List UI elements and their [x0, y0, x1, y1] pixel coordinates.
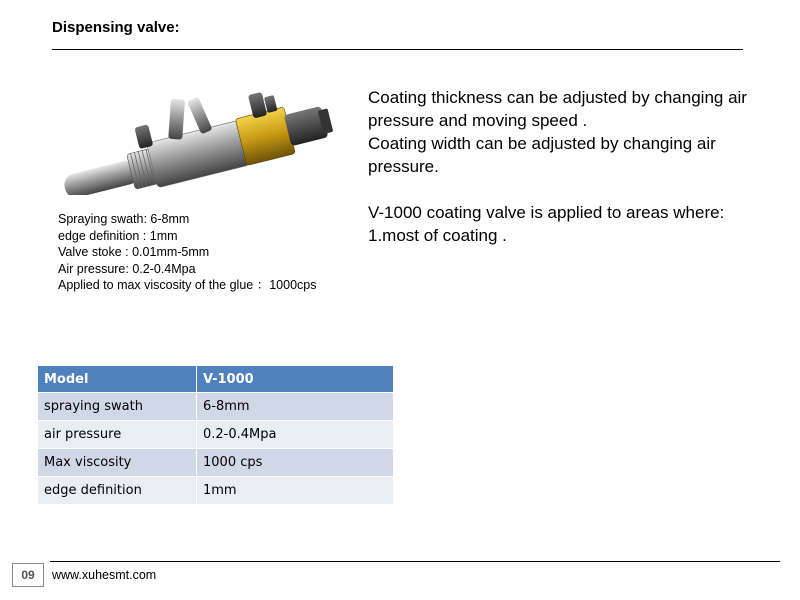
description-paragraph: Coating width can be adjusted by changing air pressure.	[368, 134, 716, 176]
description-text	[368, 86, 778, 247]
page-title: Dispensing valve:	[52, 19, 180, 36]
table-row	[38, 477, 394, 505]
description-paragraph: 1.most of coating .	[368, 226, 507, 245]
table-row	[38, 393, 394, 421]
table-header-row	[38, 366, 394, 393]
table-cell: spraying swath	[38, 393, 197, 421]
title-divider	[52, 49, 743, 50]
spec-line: edge definition : 1mm	[58, 228, 178, 243]
website-link[interactable]: www.xuhesmt.com	[52, 568, 157, 582]
table-row	[38, 449, 394, 477]
table-header-cell: V-1000	[197, 366, 394, 393]
spec-line: Spraying swath: 6-8mm	[58, 212, 190, 226]
table-cell: 1mm	[197, 477, 394, 505]
spec-line: Applied to max viscosity of the glue ：1000cps	[58, 278, 317, 292]
spec-table	[37, 365, 394, 505]
valve-spec-list	[58, 211, 316, 294]
table-cell: edge definition	[38, 477, 197, 505]
table-cell: air pressure	[38, 421, 197, 449]
table-header-cell: Model	[38, 366, 197, 393]
footer-divider	[50, 561, 780, 562]
description-paragraph: V-1000 coating valve is applied to areas where:	[368, 203, 725, 222]
table-cell: 0.2-0.4Mpa	[197, 421, 394, 449]
spec-line: Valve stoke : 0.01mm-5mm	[58, 245, 210, 259]
table-row	[38, 421, 394, 449]
spec-line: Air pressure: 0.2-0.4Mpa	[58, 261, 196, 276]
table-cell: Max viscosity	[38, 449, 197, 477]
table-cell: 6-8mm	[197, 393, 394, 421]
table-cell: 1000 cps	[197, 449, 394, 477]
description-paragraph: Coating thickness can be adjusted by changing air pressure and moving speed .	[368, 88, 747, 130]
page-number: 09	[12, 563, 44, 587]
dispensing-valve-photo	[46, 55, 346, 195]
